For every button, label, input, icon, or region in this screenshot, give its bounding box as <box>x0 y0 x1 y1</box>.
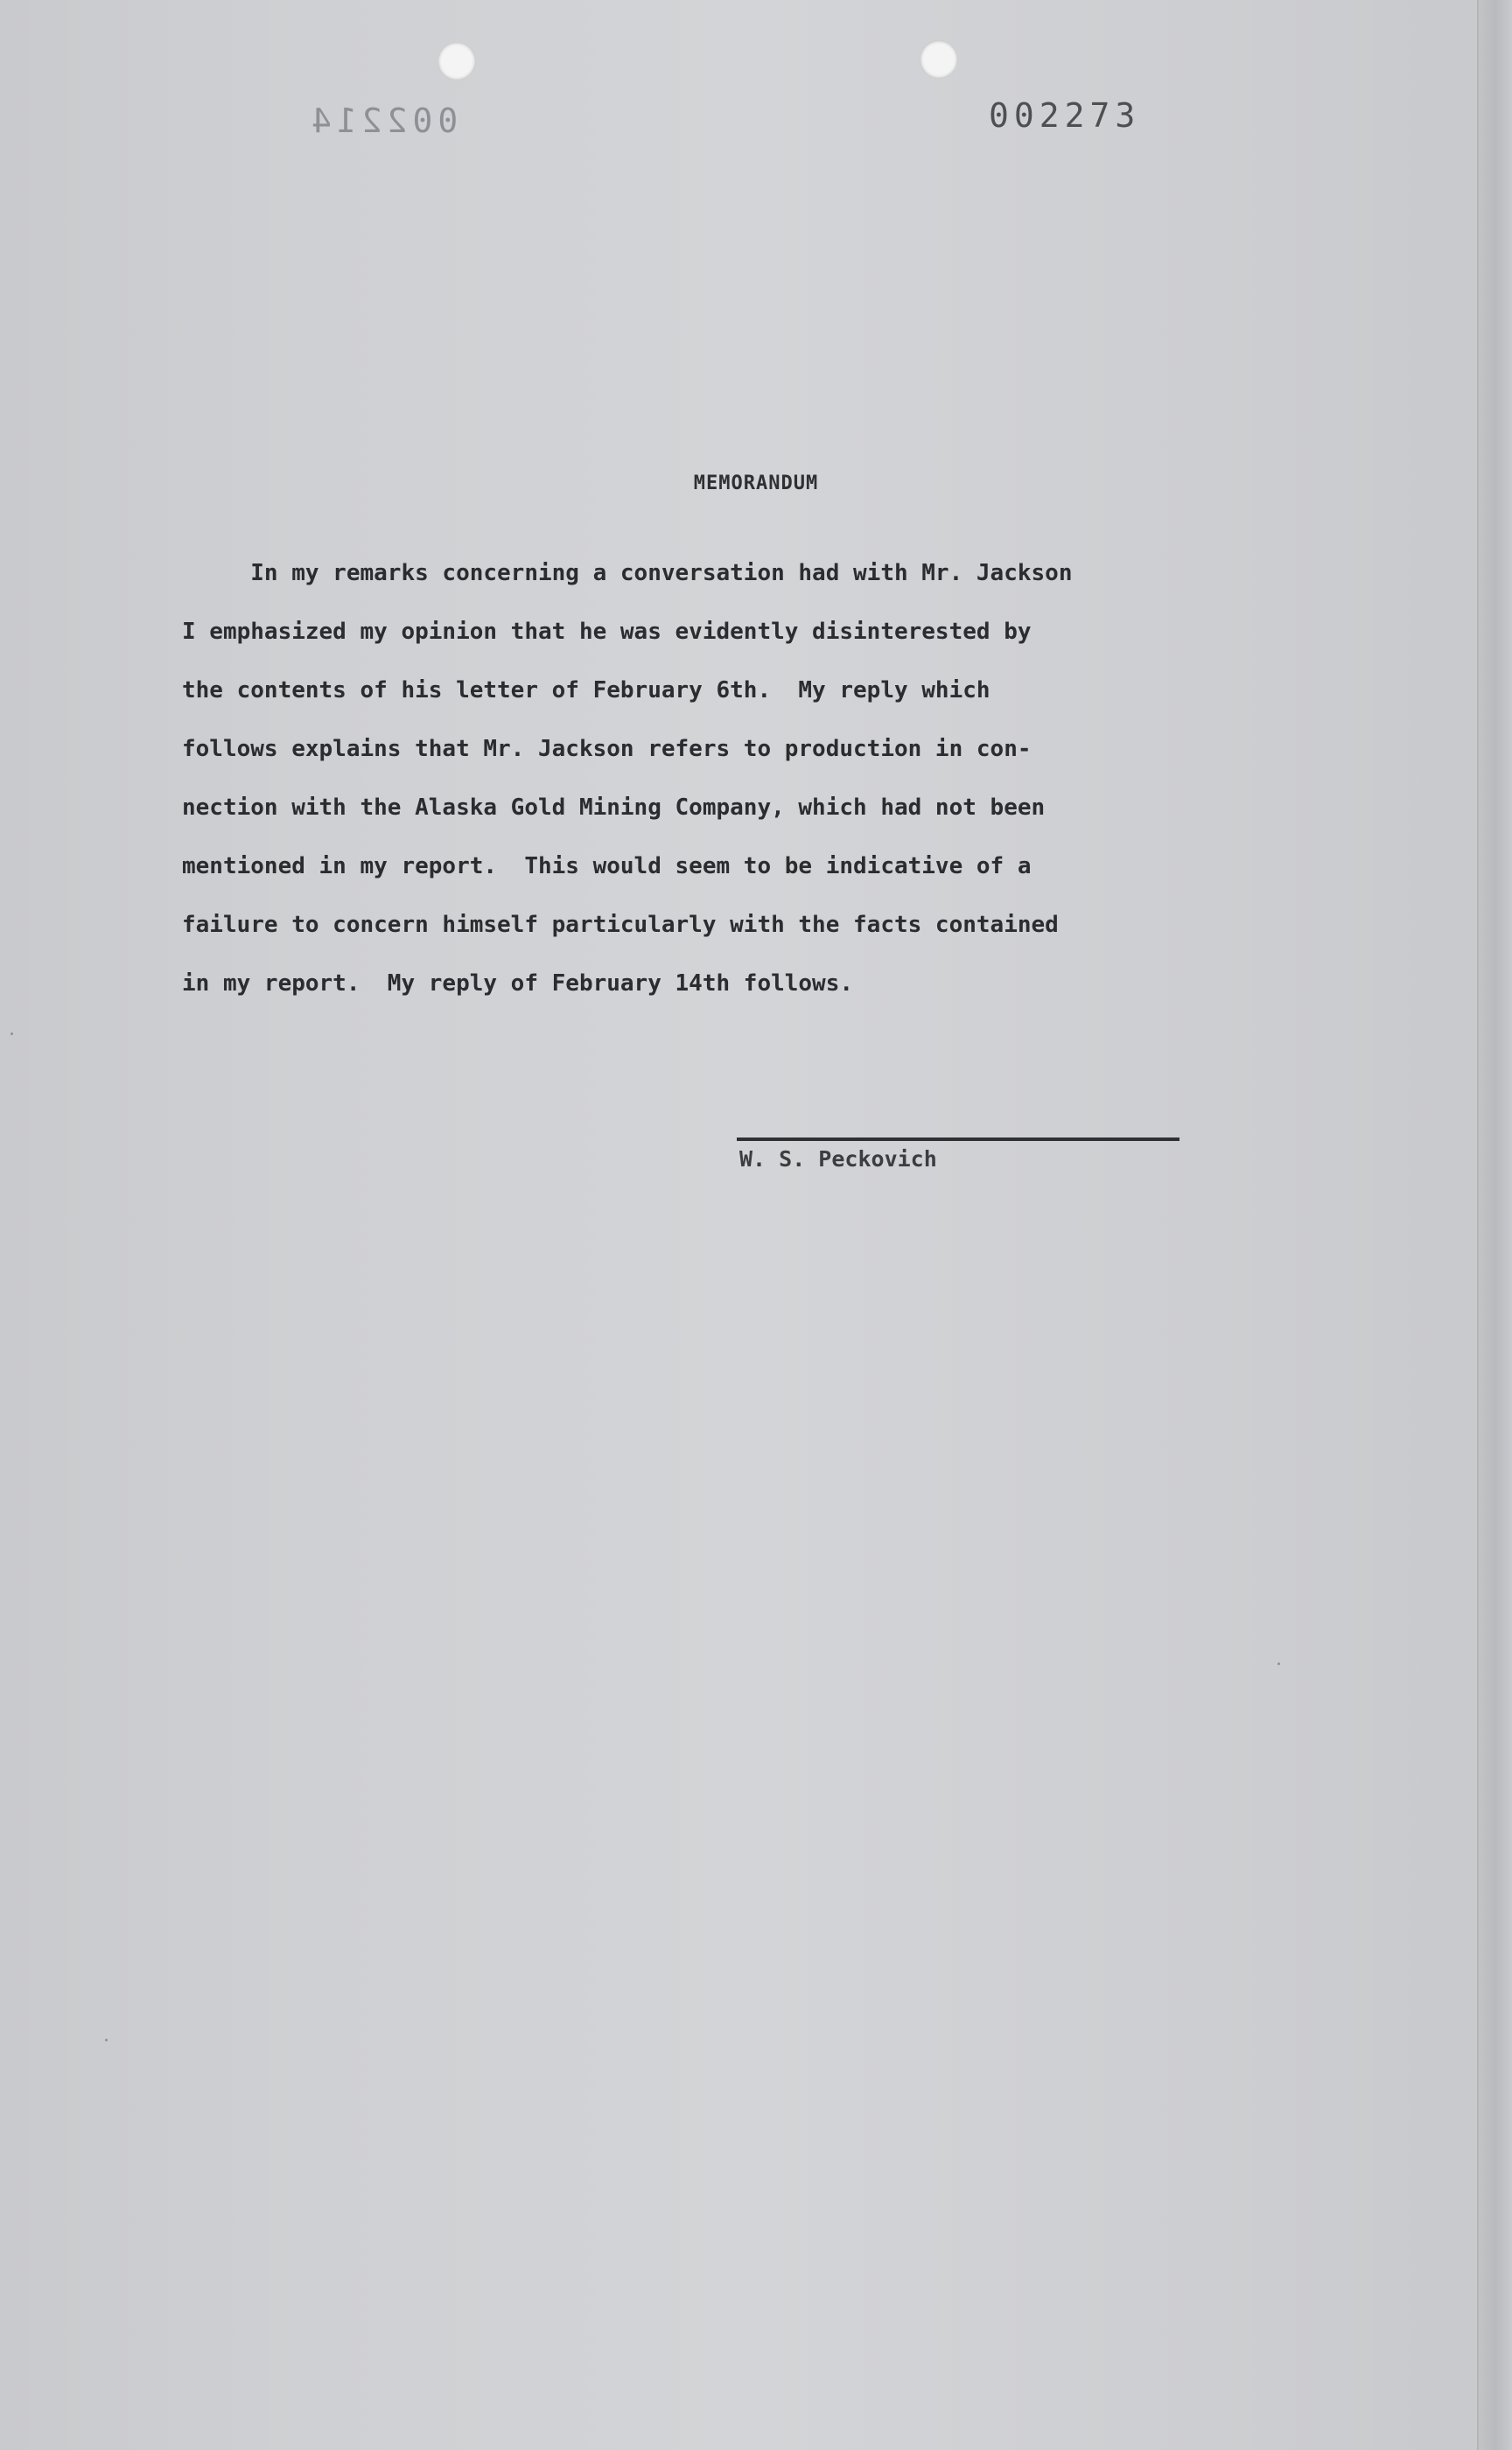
punch-hole-right <box>920 40 958 79</box>
memo-line-3: the contents of his letter of February 6th. My reply which <box>182 677 990 704</box>
signature-name: W. S. Peckovich <box>739 1146 937 1172</box>
memo-line-8: in my report. My reply of February 14th follows. <box>182 970 854 997</box>
paper-edge <box>1477 0 1512 2450</box>
punch-hole-left <box>438 42 476 80</box>
memo-line-4: follows explains that Mr. Jackson refers to production in con- <box>182 736 1032 762</box>
stamp-number: 002273 <box>989 96 1141 135</box>
memo-line-6: mentioned in my report. This would seem to be indicative of a <box>182 853 1032 879</box>
mirrored-stamp-number: 002214 <box>306 102 458 140</box>
memo-title: MEMORANDUM <box>693 472 819 494</box>
scan-speck <box>10 1032 13 1035</box>
scan-speck <box>105 2039 108 2041</box>
memo-line-2: I emphasized my opinion that he was evidently disinterested by <box>182 619 1032 645</box>
memo-line-1: In my remarks concerning a conversation had with Mr. Jackson <box>182 560 1073 586</box>
memo-line-5: nection with the Alaska Gold Mining Company, which had not been <box>182 794 1046 821</box>
memo-line-7: failure to concern himself particularly with the facts contained <box>182 912 1059 938</box>
signature-rule <box>737 1138 1180 1141</box>
scan-speck <box>1278 1662 1280 1665</box>
